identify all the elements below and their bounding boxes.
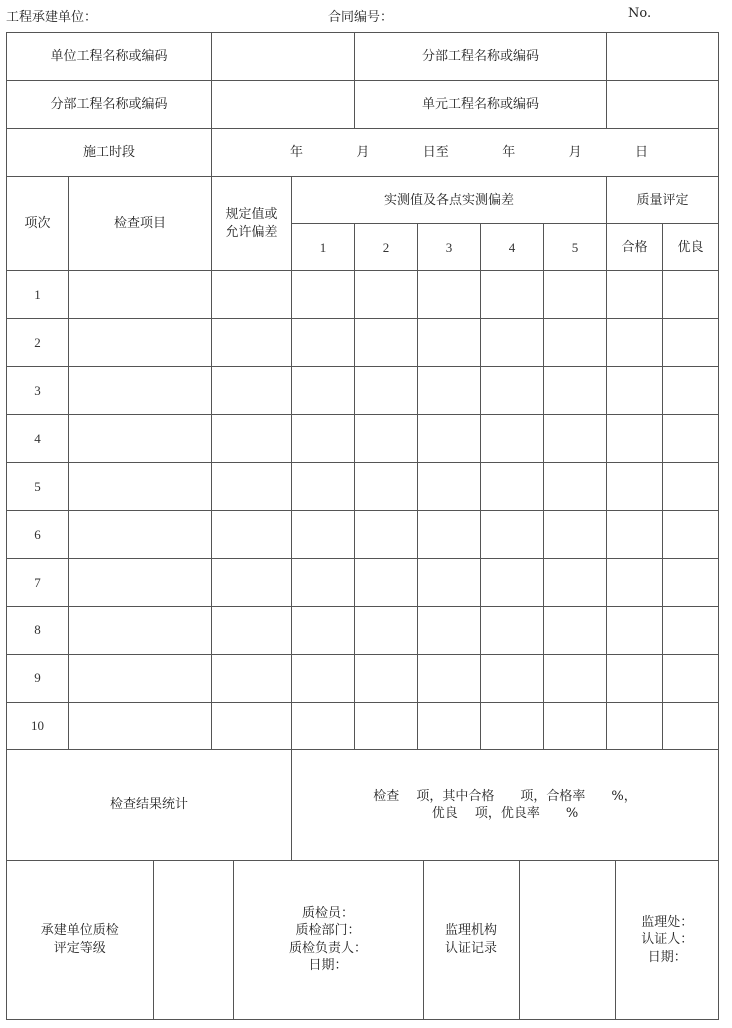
- row-cell[interactable]: [69, 654, 212, 702]
- measure-point-2: 2: [355, 224, 418, 271]
- row-cell[interactable]: [292, 415, 355, 463]
- row-index: 6: [7, 510, 69, 558]
- row-cell[interactable]: [355, 510, 418, 558]
- table-row: [7, 558, 719, 606]
- contract-number-label: 合同编号：: [328, 10, 394, 25]
- row-index: 9: [7, 654, 69, 702]
- row-cell[interactable]: [418, 510, 481, 558]
- table-row: [7, 367, 719, 415]
- row-cell[interactable]: [69, 367, 212, 415]
- row-index: 3: [7, 367, 69, 415]
- table-row: [7, 319, 719, 367]
- row-cell[interactable]: [212, 367, 292, 415]
- row-cell[interactable]: [212, 415, 292, 463]
- row-index: 1: [7, 271, 69, 319]
- period-day-end: 日: [634, 144, 648, 160]
- row-cell[interactable]: [663, 606, 719, 654]
- row-cell[interactable]: [418, 654, 481, 702]
- stats-line2: 优良 项，优良率 %: [431, 806, 579, 822]
- row-cell[interactable]: [69, 510, 212, 558]
- row-cell[interactable]: [544, 558, 607, 606]
- element-project-value[interactable]: [607, 81, 719, 129]
- sub-project-label-2: 分部工程名称或编码: [7, 81, 212, 129]
- table-row: [7, 415, 719, 463]
- sub-project-value-2[interactable]: [212, 81, 355, 129]
- col-measured-header: 实测值及各点实测偏差: [292, 177, 607, 224]
- row-cell[interactable]: [607, 558, 663, 606]
- row-index: 2: [7, 319, 69, 367]
- col-spec-line1: 规定值或: [225, 207, 278, 223]
- table-row: [7, 510, 719, 558]
- row-cell[interactable]: [69, 702, 212, 750]
- row-cell[interactable]: [212, 606, 292, 654]
- row-cell[interactable]: [607, 367, 663, 415]
- table-row: [7, 271, 719, 319]
- row-cell[interactable]: [607, 463, 663, 511]
- row-cell[interactable]: [69, 319, 212, 367]
- form-header: [0, 6, 732, 26]
- row-cell[interactable]: [663, 463, 719, 511]
- period-day-to: 日至: [422, 144, 449, 160]
- row-cell[interactable]: [69, 415, 212, 463]
- row-cell[interactable]: [544, 415, 607, 463]
- row-cell[interactable]: [544, 654, 607, 702]
- col-item-header: 检查项目: [69, 177, 212, 271]
- row-cell[interactable]: [292, 271, 355, 319]
- table-row: [7, 606, 719, 654]
- col-quality-header: 质量评定: [607, 177, 719, 224]
- row-cell[interactable]: [212, 654, 292, 702]
- row-cell[interactable]: [212, 319, 292, 367]
- signature-row: [7, 860, 719, 1019]
- row-cell[interactable]: [544, 367, 607, 415]
- row-cell[interactable]: [607, 606, 663, 654]
- supervisor-block[interactable]: [615, 861, 719, 1019]
- supervision-line1: 监理机构: [444, 923, 497, 939]
- inspector-line: 质检员：: [301, 905, 354, 921]
- row-cell[interactable]: [663, 558, 719, 606]
- construction-period-value[interactable]: [212, 129, 719, 177]
- contractor-unit-label: 工程承建单位：: [6, 10, 98, 25]
- col-spec-header: [212, 177, 292, 271]
- unit-project-label: 单位工程名称或编码: [7, 33, 212, 81]
- col-pass-header: 合格: [607, 224, 663, 271]
- row-cell[interactable]: [418, 319, 481, 367]
- supervision-office-line: 监理处：: [641, 914, 694, 930]
- row-cell[interactable]: [418, 558, 481, 606]
- certifier-line: 认证人：: [641, 932, 694, 948]
- row-cell[interactable]: [212, 271, 292, 319]
- row-cell[interactable]: [481, 606, 544, 654]
- col-excellent-header: 优良: [663, 224, 719, 271]
- row-cell[interactable]: [418, 702, 481, 750]
- supervision-line2: 认证记录: [444, 940, 497, 956]
- row-cell[interactable]: [418, 415, 481, 463]
- row-cell[interactable]: [418, 367, 481, 415]
- row-cell[interactable]: [544, 702, 607, 750]
- row-cell[interactable]: [481, 702, 544, 750]
- row-cell[interactable]: [69, 463, 212, 511]
- row-cell[interactable]: [292, 510, 355, 558]
- row-cell[interactable]: [663, 510, 719, 558]
- construction-period-label: 施工时段: [7, 129, 212, 177]
- measure-point-3: 3: [418, 224, 481, 271]
- row-cell[interactable]: [355, 702, 418, 750]
- row-cell[interactable]: [481, 415, 544, 463]
- sub-project-label: 分部工程名称或编码: [355, 33, 607, 81]
- inspection-dept-line: 质检部门：: [295, 923, 361, 939]
- row-cell[interactable]: [355, 415, 418, 463]
- stats-line1: 检查 项，其中合格 项，合格率 %，: [373, 788, 637, 804]
- row-index: 7: [7, 558, 69, 606]
- row-cell[interactable]: [292, 319, 355, 367]
- grade-label-line2: 评定等级: [53, 940, 106, 956]
- row-cell[interactable]: [355, 463, 418, 511]
- row-cell[interactable]: [292, 654, 355, 702]
- supervision-value[interactable]: [519, 861, 615, 1019]
- inspector-date-line: 日期：: [308, 958, 348, 974]
- table-row: [7, 702, 719, 750]
- row-cell[interactable]: [212, 558, 292, 606]
- stats-value[interactable]: [292, 750, 719, 860]
- period-month-start: 月: [356, 144, 370, 160]
- period-year-start: 年: [290, 144, 304, 160]
- grade-value[interactable]: [153, 861, 233, 1019]
- row-cell[interactable]: [607, 654, 663, 702]
- sub-project-row: [7, 81, 719, 129]
- element-project-label: 单元工程名称或编码: [355, 81, 607, 129]
- row-cell[interactable]: [663, 702, 719, 750]
- row-cell[interactable]: [212, 702, 292, 750]
- row-cell[interactable]: [418, 606, 481, 654]
- row-cell[interactable]: [69, 271, 212, 319]
- row-cell[interactable]: [663, 271, 719, 319]
- table-row: [7, 654, 719, 702]
- row-index: 4: [7, 415, 69, 463]
- quality-inspection-table: [6, 32, 719, 1020]
- row-cell[interactable]: [355, 558, 418, 606]
- row-cell[interactable]: [355, 606, 418, 654]
- row-cell[interactable]: [663, 415, 719, 463]
- row-index: 5: [7, 463, 69, 511]
- period-year-end: 年: [502, 144, 516, 160]
- stats-label: 检查结果统计: [7, 750, 292, 860]
- signature-table: [7, 861, 719, 1019]
- unit-project-value[interactable]: [212, 33, 355, 81]
- row-cell[interactable]: [292, 606, 355, 654]
- col-index-header: 项次: [7, 177, 69, 271]
- supervision-label: [423, 861, 519, 1019]
- row-cell[interactable]: [481, 510, 544, 558]
- column-header-row: [7, 177, 719, 224]
- row-index: 10: [7, 702, 69, 750]
- row-cell[interactable]: [607, 271, 663, 319]
- grade-label: [7, 861, 153, 1019]
- inspection-rows: [7, 271, 719, 750]
- measure-point-1: 1: [292, 224, 355, 271]
- period-month-end: 月: [568, 144, 582, 160]
- row-cell[interactable]: [607, 319, 663, 367]
- row-cell[interactable]: [544, 510, 607, 558]
- row-cell[interactable]: [292, 463, 355, 511]
- measure-point-4: 4: [481, 224, 544, 271]
- row-cell[interactable]: [481, 654, 544, 702]
- row-cell[interactable]: [481, 558, 544, 606]
- row-cell[interactable]: [607, 702, 663, 750]
- grade-label-line1: 承建单位质检: [40, 923, 119, 939]
- row-cell[interactable]: [212, 510, 292, 558]
- row-cell[interactable]: [292, 367, 355, 415]
- row-cell[interactable]: [69, 558, 212, 606]
- row-cell[interactable]: [544, 606, 607, 654]
- row-cell[interactable]: [607, 415, 663, 463]
- form-number-label: No.: [628, 6, 652, 21]
- row-cell[interactable]: [212, 463, 292, 511]
- row-cell[interactable]: [418, 271, 481, 319]
- stats-row: [7, 750, 719, 860]
- inspector-block[interactable]: [233, 861, 423, 1019]
- unit-project-row: [7, 33, 719, 81]
- row-cell[interactable]: [355, 367, 418, 415]
- supervisor-date-line: 日期：: [647, 949, 687, 965]
- row-cell[interactable]: [663, 319, 719, 367]
- row-cell[interactable]: [481, 463, 544, 511]
- row-cell[interactable]: [544, 463, 607, 511]
- row-cell[interactable]: [292, 702, 355, 750]
- row-cell[interactable]: [355, 654, 418, 702]
- row-cell[interactable]: [355, 319, 418, 367]
- row-cell[interactable]: [418, 463, 481, 511]
- sub-project-value[interactable]: [607, 33, 719, 81]
- table-row: [7, 463, 719, 511]
- row-cell[interactable]: [481, 319, 544, 367]
- construction-period-row: [7, 129, 719, 177]
- row-cell[interactable]: [607, 510, 663, 558]
- row-cell[interactable]: [481, 271, 544, 319]
- inspection-head-line: 质检负责人：: [288, 940, 367, 956]
- row-cell[interactable]: [355, 271, 418, 319]
- row-cell[interactable]: [544, 319, 607, 367]
- col-spec-line2: 允许偏差: [225, 224, 278, 240]
- row-cell[interactable]: [292, 558, 355, 606]
- row-cell[interactable]: [481, 367, 544, 415]
- row-cell[interactable]: [544, 271, 607, 319]
- row-cell[interactable]: [69, 606, 212, 654]
- row-index: 8: [7, 606, 69, 654]
- measure-point-5: 5: [544, 224, 607, 271]
- row-cell[interactable]: [663, 367, 719, 415]
- row-cell[interactable]: [663, 654, 719, 702]
